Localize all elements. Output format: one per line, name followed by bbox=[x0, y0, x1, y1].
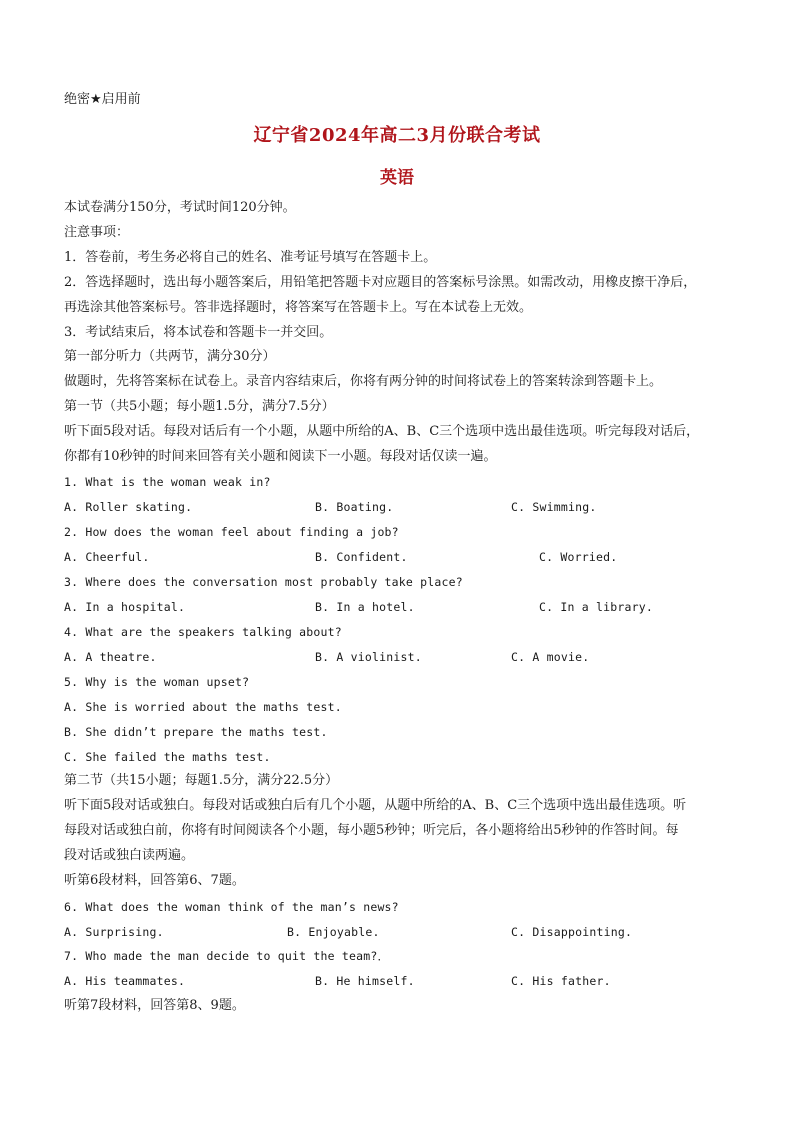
section1-instruction-cont: 你都有10秒钟的时间来回答有关小题和阅读下一小题。每段对话仅读一遍。 bbox=[64, 449, 497, 464]
option-b: B. A violinist. bbox=[315, 650, 422, 664]
part1-instruction: 做题时，先将答案标在试卷上。录音内容结束后，你将有两分钟的时间将试卷上的答案转涂到答题卡上。 bbox=[64, 374, 663, 389]
section1-instruction: 听下面5段对话。每段对话后有一个小题，从题中所给的A、B、C三个选项中选出最佳选项。听完每段对话后， bbox=[64, 424, 700, 439]
material-heading: 听第6段材料，回答第6、7题。 bbox=[64, 873, 245, 888]
option-c: C. She failed the maths test. bbox=[64, 750, 271, 764]
notice-heading: 注意事项： bbox=[64, 225, 130, 240]
option-b: B. She didn’t prepare the maths test. bbox=[64, 725, 328, 739]
option-a: A. She is worried about the maths test. bbox=[64, 700, 342, 714]
option-c: C. In a library. bbox=[539, 600, 653, 614]
question-stem: 3. Where does the conversation most probably take place? bbox=[64, 575, 463, 589]
notice-item-1: 1．答卷前，考生务必将自己的姓名、准考证号填写在答题卡上。 bbox=[64, 250, 437, 265]
option-a: A. A theatre. bbox=[64, 650, 157, 664]
option-b: B. Enjoyable. bbox=[287, 925, 380, 939]
option-c: C. Swimming. bbox=[511, 500, 597, 514]
material-heading: 听第7段材料，回答第8、9题。 bbox=[64, 998, 245, 1013]
option-c: C. Worried. bbox=[539, 550, 618, 564]
option-a: A. Roller skating. bbox=[64, 500, 193, 514]
option-b: B. In a hotel. bbox=[315, 600, 415, 614]
option-c: C. His father. bbox=[511, 974, 611, 988]
option-a: A. In a hospital. bbox=[64, 600, 186, 614]
question-stem: 1. What is the woman weak in? bbox=[64, 475, 271, 489]
option-c: C. Disappointing. bbox=[511, 925, 633, 939]
section1-heading: 第一节（共5小题；每小题1.5分，满分7.5分） bbox=[64, 399, 335, 414]
option-c: C. A movie. bbox=[511, 650, 590, 664]
notice-item-3: 3．考试结束后，将本试卷和答题卡一并交回。 bbox=[64, 325, 333, 340]
option-b: B. Confident. bbox=[315, 550, 408, 564]
confidential-label: 绝密★启用前 bbox=[64, 92, 141, 107]
part1-heading: 第一部分听力（共两节，满分30分） bbox=[64, 349, 276, 364]
option-a: A. His teammates. bbox=[64, 974, 186, 988]
question-stem: 2. How does the woman feel about finding a job? bbox=[64, 525, 399, 539]
question-stem: 5. Why is the woman upset? bbox=[64, 675, 250, 689]
question-stem: 6. What does the woman think of the man’s news? bbox=[64, 900, 399, 914]
option-b: B. He himself. bbox=[315, 974, 415, 988]
question-stem: 4. What are the speakers talking about? bbox=[64, 625, 342, 639]
option-a: A. Cheerful. bbox=[64, 550, 150, 564]
section2-heading: 第二节（共15小题；每题1.5分，满分22.5分） bbox=[64, 773, 339, 788]
question-stem: 7. Who made the man decide to quit the team?． bbox=[64, 949, 390, 963]
subject-title: 英语 bbox=[380, 168, 414, 188]
exam-title: 辽宁省2024年高二3月份联合考试 bbox=[253, 125, 541, 146]
notice-item-2-cont: 再选涂其他答案标号。答非选择题时，将答案写在答题卡上。写在本试卷上无效。 bbox=[64, 300, 533, 315]
score-time-line: 本试卷满分150分，考试时间120分钟。 bbox=[64, 200, 296, 215]
section2-instruction-end: 段对话或独白读两遍。 bbox=[64, 848, 195, 863]
option-a: A. Surprising. bbox=[64, 925, 164, 939]
notice-item-2: 2．答选择题时，选出每小题答案后，用铅笔把答题卡对应题目的答案标号涂黑。如需改动，用橡皮擦干净后， bbox=[64, 275, 697, 290]
section2-instruction-cont: 每段对话或独白前，你将有时间阅读各个小题，每小题5秒钟；听完后，各小题将给出5秒钟的作答时间。每 bbox=[64, 823, 679, 838]
section2-instruction: 听下面5段对话或独白。每段对话或独白后有几个小题，从题中所给的A、B、C三个选项中选出最佳选项。听 bbox=[64, 798, 687, 813]
option-b: B. Boating. bbox=[315, 500, 394, 514]
